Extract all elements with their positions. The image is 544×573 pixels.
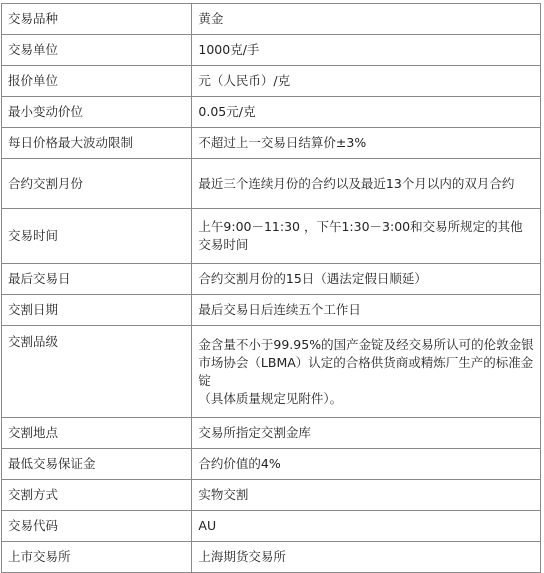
row-label: 交割日期 bbox=[2, 295, 192, 326]
table-row bbox=[2, 159, 541, 209]
row-value-line: 上午9:00－11:30 ，下午1:30－3:00和交易所规定的其他交易时间 bbox=[198, 219, 523, 252]
row-value bbox=[192, 264, 541, 295]
table-row bbox=[2, 128, 541, 159]
row-value bbox=[192, 4, 541, 35]
row-label: 交割地点 bbox=[2, 418, 192, 449]
table-row bbox=[2, 480, 541, 511]
row-value bbox=[192, 66, 541, 97]
row-value bbox=[192, 542, 541, 573]
row-label: 上市交易所 bbox=[2, 542, 192, 573]
row-value-line: 合约价值的4% bbox=[198, 456, 281, 471]
row-label: 交易单位 bbox=[2, 35, 192, 66]
row-value bbox=[192, 418, 541, 449]
row-value bbox=[192, 159, 541, 209]
row-label: 每日价格最大波动限制 bbox=[2, 128, 192, 159]
row-label: 交易品种 bbox=[2, 4, 192, 35]
table-row bbox=[2, 66, 541, 97]
row-value bbox=[192, 480, 541, 511]
row-label: 最小变动价位 bbox=[2, 97, 192, 128]
table-row bbox=[2, 295, 541, 326]
row-value-line: （具体质量规定见附件）。 bbox=[198, 390, 343, 406]
table-row bbox=[2, 209, 541, 264]
row-value bbox=[192, 511, 541, 542]
row-label: 合约交割月份 bbox=[2, 159, 192, 209]
table-row bbox=[2, 35, 541, 66]
table-row bbox=[2, 542, 541, 573]
row-value-line: AU bbox=[198, 518, 217, 533]
row-label: 最低交易保证金 bbox=[2, 449, 192, 480]
row-value bbox=[192, 97, 541, 128]
row-label: 最后交易日 bbox=[2, 264, 192, 295]
row-value-line: 黄金 bbox=[198, 11, 224, 26]
row-value-line: 实物交割 bbox=[198, 487, 249, 502]
row-value-line: 最后交易日后连续五个工作日 bbox=[198, 302, 361, 317]
table-row bbox=[2, 97, 541, 128]
row-label: 交易代码 bbox=[2, 511, 192, 542]
row-label: 交割品级 bbox=[2, 326, 192, 418]
row-value bbox=[192, 128, 541, 159]
row-value-line: 1000克/手 bbox=[198, 42, 260, 57]
row-value bbox=[192, 326, 541, 418]
row-value-line: 金含量不小于99.95%的国产金锭及经交易所认可的伦敦金银市场协会（LBMA）认定的合格供货商或精炼厂生产的标准金锭 bbox=[198, 336, 534, 388]
row-value-line: 合约交割月份的15日（遇法定假日顺延） bbox=[198, 271, 427, 286]
row-value-line: 交易所指定交割金库 bbox=[198, 425, 311, 440]
table-row bbox=[2, 264, 541, 295]
row-value-line: 上海期货交易所 bbox=[198, 549, 286, 564]
row-label: 交割方式 bbox=[2, 480, 192, 511]
row-value bbox=[192, 209, 541, 264]
table-row bbox=[2, 4, 541, 35]
table-row bbox=[2, 511, 541, 542]
row-value-line: 不超过上一交易日结算价±3% bbox=[198, 135, 367, 150]
table-row bbox=[2, 418, 541, 449]
row-value-line: 0.05元/克 bbox=[198, 104, 256, 119]
row-value bbox=[192, 35, 541, 66]
table-row bbox=[2, 326, 541, 418]
row-label: 交易时间 bbox=[2, 209, 192, 264]
row-value-line: 最近三个连续月份的合约以及最近13个月以内的双月合约 bbox=[198, 175, 515, 191]
row-value bbox=[192, 449, 541, 480]
contract-spec-table bbox=[1, 3, 541, 573]
table-row bbox=[2, 449, 541, 480]
row-value bbox=[192, 295, 541, 326]
row-label: 报价单位 bbox=[2, 66, 192, 97]
row-value-line: 元（人民币）/克 bbox=[198, 73, 291, 88]
